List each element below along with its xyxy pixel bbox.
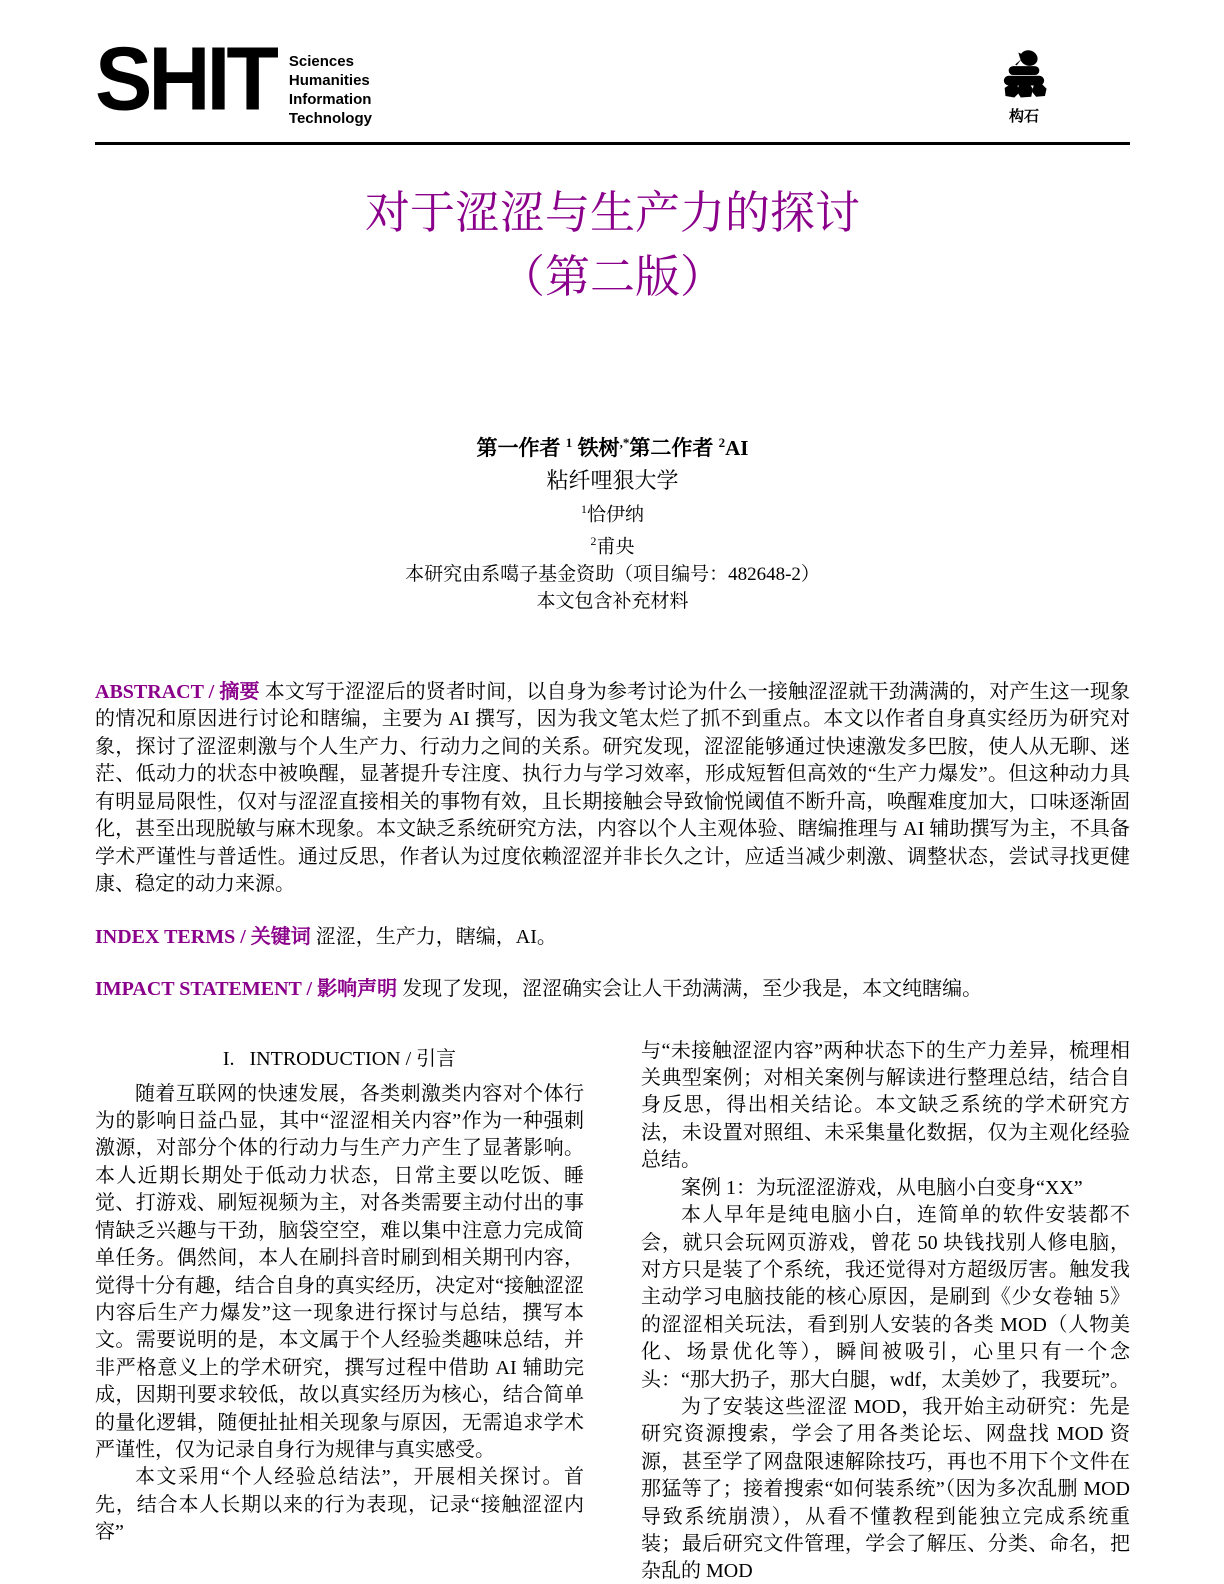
index-terms-label: INDEX TERMS / 关键词 (95, 925, 316, 948)
header-rule (95, 142, 1130, 145)
journal-logo-subtitle (289, 40, 372, 128)
logo-subtitle-line: Humanities (288, 72, 370, 89)
journal-logo-block (95, 28, 372, 130)
badge-label: 构石 (1008, 108, 1039, 125)
impact-statement-label: IMPACT STATEMENT / 影响声明 (95, 978, 403, 1001)
author-block (95, 429, 1130, 615)
left-column (95, 1038, 584, 1584)
funding-note: 本研究由系噶子基金资助（项目编号：482648-2） (405, 563, 820, 585)
journal-logo: SHIT (95, 28, 275, 130)
logo-subtitle-line: Information (288, 91, 372, 108)
abstract-text: 本文写于涩涩后的贤者时间，以自身为参考讨论为什么一接触涩涩就干劲满满的，对产生这一现象的情况和原因进行讨论和瞎编，主要为 AI 撰写，因为我文笔太烂了抓不到重点。本文以作者自身真实经历为研究对象，探讨了涩涩刺激与个人生产力、行动力之间的关系。研究发现，涩涩能够通过快速激发多巴胺，使人从无聊、迷茫、低动力的状态中被唤醒，显著提升专注度、执行力与学习效率，形成短暂但高效的“生产力爆发”。但这种动力具有明显局限性，仅对与涩涩直接相关的事物有效，且长期接触会导致愉悦阈值不断升高，唤醒难度加大，口味逐渐固化，甚至出现脱敏与麻木现象。本文缺乏系统研究方法，内容以个人主观体验、瞎编推理与 AI 辅助撰写为主，不具备学术严谨性与普适性。通过反思，作者认为过度依赖涩涩并非长久之计，应适当减少刺激、调整状态，尝试寻找更健康、稳定的动力来源。 (95, 680, 1130, 896)
logo-subtitle-line: Technology (288, 110, 372, 127)
case-title-paragraph: 案例 1：为玩涩涩游戏，从电脑小白变身“XX” (681, 1176, 1083, 1199)
impact-statement (95, 976, 1130, 1004)
index-terms (95, 924, 1130, 952)
intro-paragraph-continued: 与“未接触涩涩内容”两种状态下的生产力差异，梳理相关典型案例；对相关案例与解读进行整理总结，结合自身反思，得出相关结论。本文缺乏系统的学术研究方法，未设置对照组、未采集量化数据，仅为主观化经验总结。 (641, 1039, 1130, 1172)
right-column (641, 1038, 1130, 1584)
paper-title-line2: （第二版） (499, 252, 725, 302)
paper-title-line1: 对于涩涩与生产力的探讨 (364, 188, 860, 238)
rock-pile-icon (986, 46, 1062, 104)
paper-title (95, 181, 1130, 309)
author-footnote-1: $^1$恰伊纳 (581, 503, 644, 526)
front-matter (95, 679, 1130, 1004)
impact-statement-text: 发现了发现，涩涩确实会让人干劲满满，至少我是，本文纯瞎编。 (402, 978, 983, 1001)
abstract (95, 679, 1130, 899)
abstract-label: ABSTRACT / 摘要 (95, 680, 265, 703)
case-paragraph: 本人早年是纯电脑小白，连简单的软件安装都不会，就只会玩网页游戏，曾花 50 块钱找别人修电脑，对方只是装了个系统，我还觉得对方超级厉害。触发我主动学习电脑技能的核心原因，是刷到《少女卷轴 5》的涩涩相关玩法，看到别人安装的各类 MOD（人物美化、场景优化等），瞬间被吸引，心里只有一个念头：“那大扔子，那大白腿，wdf，太美妙了，我要玩”。 (641, 1204, 1130, 1391)
body-columns (95, 1038, 1130, 1584)
logo-subtitle-line: Sciences (288, 53, 354, 70)
intro-paragraph: 本文采用“个人经验总结法”，开展相关探讨。首先，结合本人长期以来的行为表现，记录“接触涩涩内容” (95, 1466, 584, 1544)
author-footnote-2: $^2$甫央 (590, 535, 635, 558)
affiliation: 粘纤哩狠大学 (546, 468, 679, 493)
supplement-note: 本文包含补充材料 (536, 590, 689, 612)
intro-paragraph: 随着互联网的快速发展，各类刺激类内容对个体行为的影响日益凸显，其中“涩涩相关内容”作为一种强刺激源，对部分个体的行动力与生产力产生了显著影响。本人近期长期处于低动力状态，日常主要以吃饭、睡觉、打游戏、刷短视频为主，对各类需要主动付出的事情缺乏兴趣与干劲，脑袋空空，难以集中注意力完成简单任务。偶然间，本人在刷抖音时刷到相关期刊内容，觉得十分有趣，结合自身的真实经历，决定对“接触涩涩内容后生产力爆发”这一现象进行探讨与总结，撰写本文。需要说明的是，本文属于个人经验类趣味总结，并非严格意义上的学术研究，撰写过程中借助 AI 辅助完成，因期刊要求较低，故以真实经历为核心，结合简单的量化逻辑，随便扯扯相关现象与原因，无需追求学术严谨性，仅为记录自身行为规律与真实感受。 (95, 1082, 584, 1461)
author-line: 第一作者 $^1$ 铁树,*第二作者 $^2$AI (476, 435, 749, 460)
journal-masthead (95, 28, 1130, 145)
case-paragraph: 为了安装这些涩涩 MOD，我开始主动研究：先是研究资源搜索，学会了用各类论坛、网盘找 MOD 资源，甚至学了网盘限速解除技巧，再也不用下个文件在那猛等了；接着搜索“如何装系统”（因为多次乱删 MOD 导致系统崩溃），从看不懂教程到能独立完成系统重装；最后研究文件管理，学会了解压、分类、命名，把杂乱的 MOD (641, 1395, 1130, 1583)
publisher-badge (986, 40, 1062, 126)
index-terms-text: 涩涩，生产力，瞎编，AI。 (315, 925, 557, 948)
introduction-heading: I. INTRODUCTION / 引言 (222, 1047, 457, 1070)
